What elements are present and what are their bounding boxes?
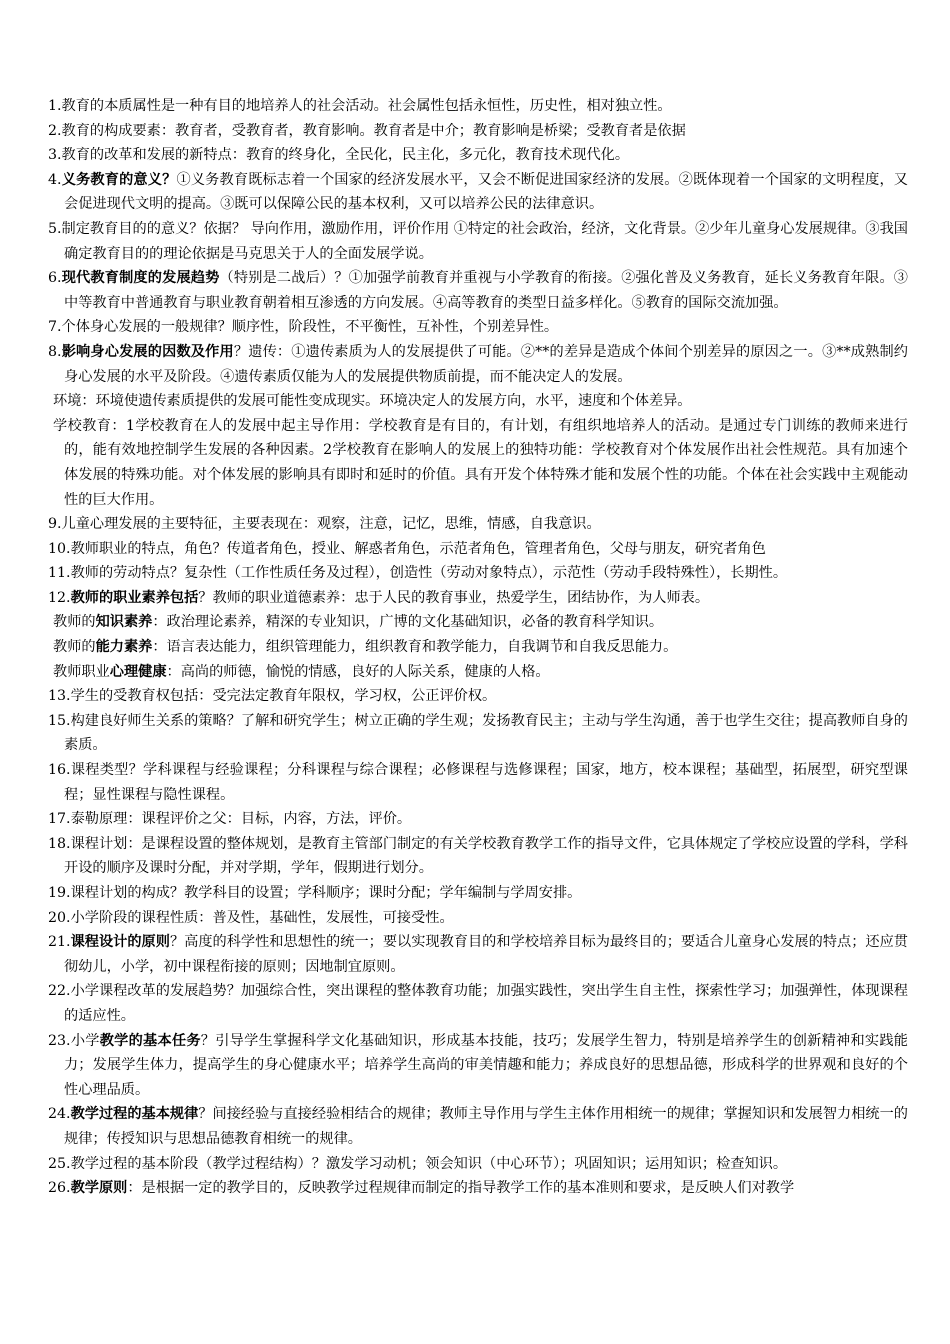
- num-label: 4.: [48, 171, 62, 188]
- list-item: [48, 119, 908, 144]
- num-label: 23.: [48, 1032, 71, 1049]
- item-text: 20.小学阶段的课程性质：普及性，基础性，发展性，可接受性。: [48, 909, 454, 926]
- list-item: [48, 1152, 908, 1177]
- list-item: [48, 684, 908, 709]
- bold-heading: 教学的基本任务: [99, 1032, 201, 1049]
- pre-text: 小学: [70, 1032, 100, 1049]
- bold-heading: 教学过程的基本规律: [70, 1106, 199, 1123]
- sub-paragraph: [48, 660, 908, 685]
- num-label: 8.: [48, 343, 62, 360]
- item-text: ：是根据一定的教学目的，反映教学过程规律而制定的指导教学工作的基本准则和要求，是反映人们对教学: [127, 1180, 795, 1197]
- item-text: ①义务教育既标志着一个国家的经济发展水平，又会不断促进国家经济的发展。②既体现着一个国家的文明程度，又会促进现代文明的提高。③既可以保障公民的基本权利，又可以培养公民的法律意识。: [64, 171, 908, 213]
- list-item: [48, 586, 908, 611]
- list-item: [48, 906, 908, 931]
- item-text: （特别是二战后）？①加强学前教育并重视与小学教育的衔接。②强化普及义务教育，延长义务教育年限。③中等教育中普通教育与职业教育朝着相互渗透的方向发展。④高等教育的类型日益多样化。⑤教育的国际交流加强。: [64, 270, 908, 311]
- item-text: ？间接经验与直接经验相结合的规律；教师主导作用与学生主体作用相统一的规律；掌握知识和发展智力相统一的规律；传授知识与思想品德教育相统一的规律。: [64, 1106, 908, 1147]
- item-text: 学校教育：1学校教育在人的发展中起主导作用：学校教育是有目的，有计划，有组织地培养人的活动。是通过专门训练的教师来进行的，能有效地控制学生发展的各种因素。2学校教育在影响人的发展上的独特功能：学校教育对个体发展作出社会性规范。具有加速个体发展的特殊功能。对个体发展的影响具有即时和延时的价值。具有开发个体特殊才能和发展个性的功能。个体在社会实践中主观能动性的巨大作用。: [53, 417, 908, 508]
- item-text: 16.课程类型？学科课程与经验课程；分科课程与综合课程；必修课程与选修课程；国家，地方，校本课程；基础型，拓展型，研究型课程；显性课程与隐性课程。: [48, 762, 908, 803]
- item-text: 10.教师职业的特点，角色？传道者角色，授业、解惑者角色，示范者角色，管理者角色，父母与朋友，研究者角色: [48, 540, 766, 557]
- list-item: [48, 1176, 908, 1201]
- pre-text: 教师的: [53, 639, 96, 656]
- item-text: 3.教育的改革和发展的新特点：教育的终身化，全民化，民主化，多元化，教育技术现代化。: [48, 147, 630, 164]
- item-text: ：政治理论素养，精深的专业知识，广博的文化基础知识，必备的教育科学知识。: [152, 614, 664, 631]
- sub-paragraph: [48, 635, 908, 660]
- bold-heading: 知识素养: [95, 614, 153, 631]
- list-item: [48, 143, 908, 168]
- bold-heading: 影响身心发展的因数及作用: [61, 343, 234, 360]
- bold-heading: 教师的职业素养包括: [70, 589, 199, 606]
- item-text: 22.小学课程改革的发展趋势？加强综合性，突出课程的整体教育功能；加强实践性，突出学生自主性，探索性学习；加强弹性，体现课程的适应性。: [48, 983, 908, 1024]
- list-item: [48, 758, 908, 807]
- list-item: [48, 217, 908, 266]
- bold-heading: 心理健康: [109, 663, 167, 680]
- document-body: [48, 94, 908, 1201]
- bold-heading: 课程设计的原则: [70, 934, 170, 951]
- sub-paragraph: [48, 414, 908, 512]
- pre-text: 教师职业: [53, 663, 110, 680]
- list-item: [48, 315, 908, 340]
- item-text: 19.课程计划的构成？教学科目的设置；学科顺序；课时分配；学年编制与学周安排。: [48, 885, 582, 901]
- bold-heading: 教学原则: [70, 1180, 128, 1197]
- item-text: 18.课程计划：是课程设置的整体规划，是教育主管部门制定的有关学校教育教学工作的指导文件，它具体规定了学校应设置的学科，学科开设的顺序及课时分配，并对学期，学年，假期进行划分。: [48, 835, 908, 877]
- item-text: 环境：环境使遗传素质提供的发展可能性变成现实。环境决定人的发展方向，水平，速度和个体差异。: [53, 393, 692, 410]
- list-item: [48, 537, 908, 562]
- item-text: ？高度的科学性和思想性的统一；要以实现教育目的和学校培养目标为最终目的；要适合儿童身心发展的特点；还应贯彻幼儿，小学，初中课程衔接的原则；因地制宜原则。: [64, 934, 908, 975]
- list-item: [48, 979, 908, 1028]
- item-text: 9.儿童心理发展的主要特征，主要表现在：观察，注意，记忆，思维，情感，自我意识。: [48, 516, 601, 533]
- bold-heading: 能力素养: [95, 639, 153, 656]
- pre-text: 教师的: [53, 614, 96, 631]
- list-item: [48, 881, 908, 906]
- list-item: [48, 1029, 908, 1103]
- item-text: 1.教育的本质属性是一种有目的地培养人的社会活动。社会属性包括永恒性，历史性，相对独立性。: [48, 98, 672, 114]
- item-text: 17.泰勒原理：课程评价之父：目标，内容，方法，评价。: [48, 811, 412, 828]
- num-label: 21.: [48, 934, 71, 951]
- item-text: 2.教育的构成要素：教育者，受教育者，教育影响。教育者是中介；教育影响是桥梁；受教育者是依据: [48, 122, 686, 139]
- list-item: [48, 1102, 908, 1151]
- item-text: ？引导学生掌握科学文化基础知识，形成基本技能，技巧；发展学生智力，特别是培养学生的创新精神和实践能力；发展学生体力，提高学生的身心健康水平；培养学生高尚的审美情趣和能力；养成良好的思想品德，形成科学的世界观和良好的个性心理品质。: [64, 1032, 908, 1098]
- num-label: 24.: [48, 1106, 71, 1123]
- item-text: ？教师的职业道德素养：忠于人民的教育事业，热爱学生，团结协作，为人师表。: [198, 589, 710, 606]
- item-text: ？遗传：①遗传素质为人的发展提供了可能。②**的差异是造成个体间个别差异的原因之一。③**成熟制约身心发展的水平及阶段。④遗传素质仅能为人的发展提供物质前提，而不能决定人的发展。: [64, 343, 908, 385]
- list-item: [48, 832, 908, 881]
- list-item: [48, 168, 908, 217]
- num-label: 12.: [48, 589, 71, 606]
- list-item: [48, 512, 908, 537]
- item-text: 7.个体身心发展的一般规律？顺序性，阶段性，不平衡性，互补性，个别差异性。: [48, 319, 559, 336]
- item-text: ：高尚的师德，愉悦的情感，良好的人际关系，健康的人格。: [166, 663, 550, 680]
- item-text: 13.学生的受教育权包括：受完法定教育年限权，学习权，公正评价权。: [48, 688, 497, 705]
- item-text: 15.构建良好师生关系的策略？了解和研究学生；树立正确的学生观；发扬教育民主；主动与学生沟通，善于也学生交往；提高教师自身的素质。: [48, 712, 908, 754]
- item-text: 11.教师的劳动特点？复杂性（工作性质任务及过程），创造性（劳动对象特点），示范性（劳动手段特殊性），长期性。: [48, 565, 788, 582]
- item-text: ：语言表达能力，组织管理能力，组织教育和教学能力，自我调节和自我反思能力。: [152, 639, 678, 656]
- list-item: [48, 807, 908, 832]
- list-item: [48, 930, 908, 979]
- sub-paragraph: [48, 610, 908, 635]
- num-label: 26.: [48, 1180, 71, 1197]
- item-text: 25.教学过程的基本阶段（教学过程结构）？激发学习动机；领会知识（中心环节）；巩固知识；运用知识；检查知识。: [48, 1155, 788, 1172]
- list-item: [48, 94, 908, 119]
- list-item: [48, 561, 908, 586]
- list-item: [48, 266, 908, 315]
- bold-heading: 义务教育的意义？: [61, 171, 177, 188]
- num-label: 6.: [48, 270, 62, 287]
- list-item: [48, 340, 908, 389]
- bold-heading: 现代教育制度的发展趋势: [61, 270, 220, 287]
- sub-paragraph: [48, 389, 908, 414]
- list-item: [48, 709, 908, 758]
- item-text: 5.制定教育目的的意义？依据？ 导向作用，激励作用，评价作用 ①特定的社会政治，经济，文化背景。②少年儿童身心发展规律。③我国确定教育目的的理论依据是马克思关于人的全面发展学说。: [48, 220, 908, 262]
